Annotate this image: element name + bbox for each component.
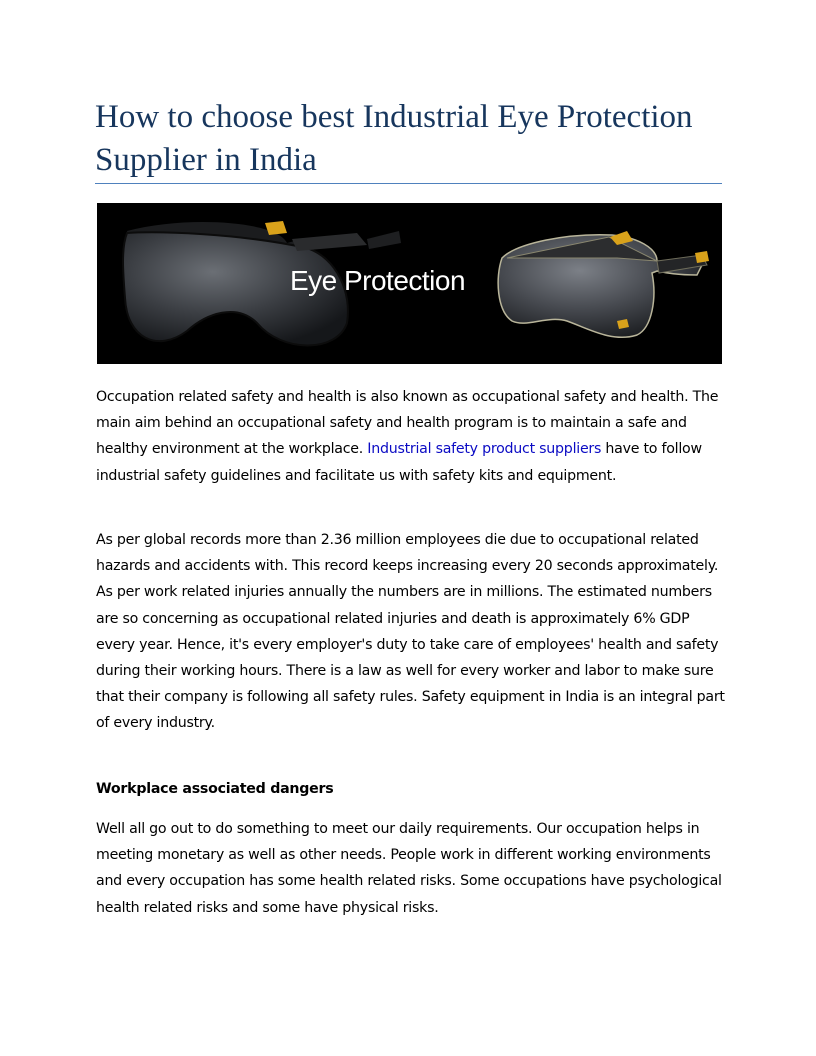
- dangers-paragraph: Well all go out to do something to meet our daily requirements. Our occupation helps in meeting monetary as well as other needs. People work in different working environments and every occupation has some health related risks. Some occupations have psychological health related risks and some have physical risks.: [96, 821, 722, 916]
- page-title: How to choose best Industrial Eye Protection Supplier in India: [95, 99, 693, 178]
- statistics-paragraph: As per global records more than 2.36 million employees die due to occupational related hazards and accidents with. This record keeps increasing every 20 seconds approximately. As per work related injuries annually the numbers are in millions. The estimated numbers are so concerning as occupational related injuries and death is approximately 6% GDP every year. Hence, it's every employer's duty to take care of employees' health and safety during their working hours. There is a law as well for every worker and labor to make sure that their company is following all safety rules. Safety equipment in India is an integral part of every industry.: [96, 532, 725, 732]
- section-heading: Workplace associated dangers: [96, 781, 334, 797]
- banner-caption: Eye Protection: [289, 265, 466, 296]
- industrial-safety-suppliers-link[interactable]: Industrial safety product suppliers: [367, 441, 602, 458]
- eye-protection-banner: [97, 203, 722, 364]
- intro-text: Occupation related safety and health is also known as occupational safety and health. The main aim behind an occupational safety and health program is to maintain a safe and healthy environment at the workplace.: [96, 389, 719, 458]
- intro-text-continued: have to follow industrial safety guidelines and facilitate us with safety kits and equipment.: [96, 441, 702, 484]
- intro-paragraph: [96, 384, 726, 489]
- title-underline: [95, 183, 722, 184]
